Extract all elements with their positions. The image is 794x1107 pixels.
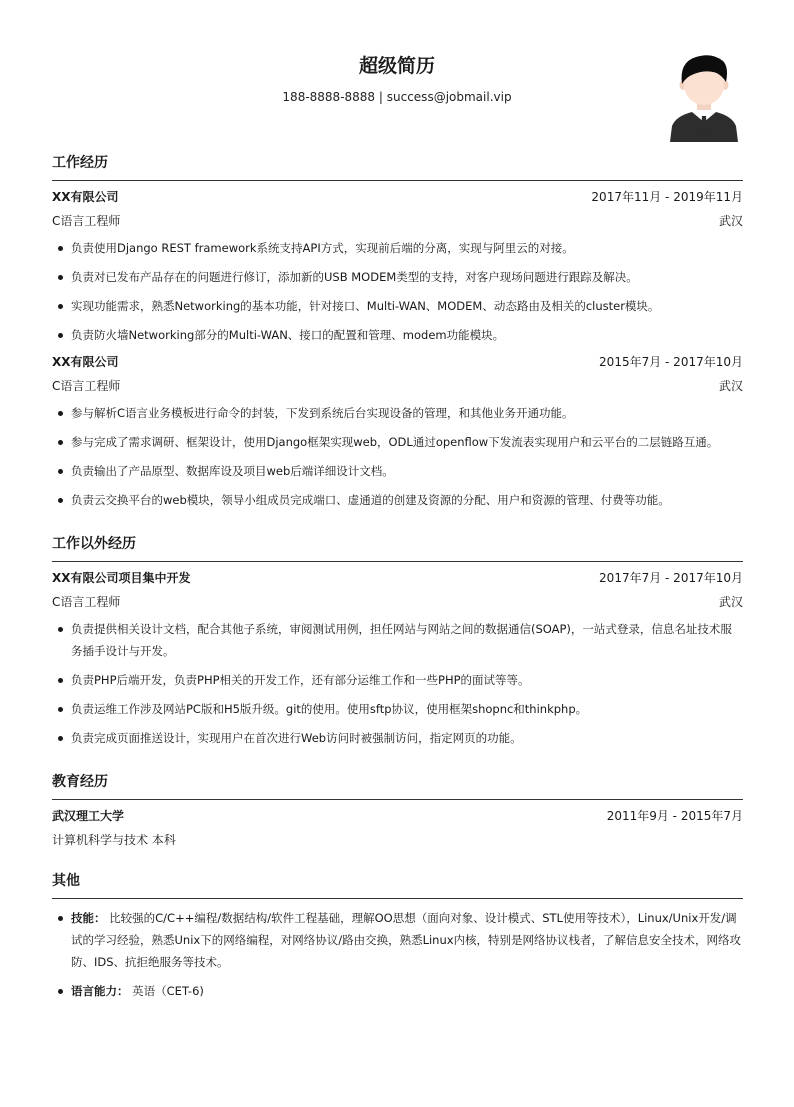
- project-name: XX有限公司项目集中开发: [52, 571, 191, 585]
- resume-body: [52, 152, 743, 1024]
- list-item: 负责防火墙Networking部分的Multi-WAN、接口的配置和管理、modem功能模块。: [52, 324, 743, 346]
- misc-list: [52, 907, 743, 1002]
- phone-number: 188-8888-8888: [282, 90, 376, 104]
- major-degree: 计算机科学与技术 本科: [52, 833, 176, 847]
- job-role: C语言工程师: [52, 379, 121, 393]
- languages-text: 英语（CET-6): [132, 984, 204, 998]
- work-experience-section: [52, 152, 743, 511]
- company-name: XX有限公司: [52, 355, 119, 369]
- other-experience-section: [52, 533, 743, 749]
- avatar-tie: [701, 116, 707, 136]
- date-range: 2015年7月 - 2017年10月: [599, 355, 743, 369]
- date-range: 2011年9月 - 2015年7月: [606, 809, 743, 823]
- list-item: 负责对已发布产品存在的问题进行修订，添加新的USB MODEM类型的支持，对客户现场问题进行跟踪及解决。: [52, 266, 743, 288]
- job-location: 武汉: [718, 595, 743, 609]
- list-item: 负责输出了产品原型、数据库设及项目web后端详细设计文档。: [52, 460, 743, 482]
- responsibility-list: [52, 618, 743, 749]
- list-item: 负责运维工作涉及网站PC版和H5版升级。git的使用。使用sftp协议，使用框架shopnc和thinkphp。: [52, 698, 743, 720]
- contact-separator: |: [375, 90, 387, 104]
- misc-section: [52, 870, 743, 1002]
- company-name: XX有限公司: [52, 190, 119, 204]
- list-item-skills: [52, 907, 743, 973]
- list-item: 负责使用Django REST framework系统支持API方式，实现前后端的分离，实现与阿里云的对接。: [52, 237, 743, 259]
- list-item: 实现功能需求，熟悉Networking的基本功能，针对接口、Multi-WAN、MODEM、动态路由及相关的cluster模块。: [52, 295, 743, 317]
- list-item: 负责提供相关设计文档，配合其他子系统，审阅测试用例，担任网站与网站之间的数据通信(SOAP)，一站式登录，信息名址技术服务插手设计与开发。: [52, 618, 743, 662]
- skills-label: 技能：: [71, 911, 106, 925]
- skills-text: 比较强的C/C++编程/数据结构/软件工程基础，理解OO思想（面向对象、设计模式、STL使用等技术），Linux/Unix开发/调试的学习经验，熟悉Unix下的网络编程，对网络协议/路由交换，熟悉Linux内核，特别是网络协议栈者，了解信息安全技术，网络攻防、IDS、抗拒绝服务等技术。: [71, 911, 742, 969]
- job-location: 武汉: [718, 379, 743, 393]
- education-section: [52, 771, 743, 848]
- job-location: 武汉: [718, 214, 743, 228]
- other-entry-1: [52, 570, 743, 749]
- email-address: success@jobmail.vip: [386, 90, 512, 104]
- work-entry-2: [52, 354, 743, 511]
- list-item: 参与完成了需求调研、框架设计，使用Django框架实现web，ODL通过openflow下发流表实现用户和云平台的二层链路互通。: [52, 431, 743, 453]
- list-item: 负责云交换平台的web模块，领导小组成员完成端口、虚通道的创建及资源的分配、用户和资源的管理、付费等功能。: [52, 489, 743, 511]
- list-item: 负责PHP后端开发，负责PHP相关的开发工作，还有部分运维工作和一些PHP的面试等等。: [52, 669, 743, 691]
- section-title-other-experience: 工作以外经历: [52, 533, 743, 562]
- school-name: 武汉理工大学: [52, 809, 125, 823]
- list-item: 负责完成页面推送设计，实现用户在首次进行Web访问时被强制访问，指定网页的功能。: [52, 727, 743, 749]
- date-range: 2017年7月 - 2017年10月: [599, 571, 743, 585]
- section-title-work: 工作经历: [52, 152, 743, 181]
- job-role: C语言工程师: [52, 595, 121, 609]
- section-title-education: 教育经历: [52, 771, 743, 800]
- job-role: C语言工程师: [52, 214, 121, 228]
- languages-label: 语言能力：: [71, 984, 129, 998]
- resume-name: 超级简历: [358, 55, 435, 77]
- section-title-misc: 其他: [52, 870, 743, 899]
- list-item-languages: [52, 980, 743, 1002]
- work-entry-1: [52, 189, 743, 346]
- responsibility-list: [52, 402, 743, 511]
- responsibility-list: [52, 237, 743, 346]
- date-range: 2017年11月 - 2019年11月: [591, 190, 743, 204]
- list-item: 参与解析C语言业务模板进行命令的封装，下发到系统后台实现设备的管理，和其他业务开通功能。: [52, 402, 743, 424]
- avatar-photo-icon: [668, 52, 740, 142]
